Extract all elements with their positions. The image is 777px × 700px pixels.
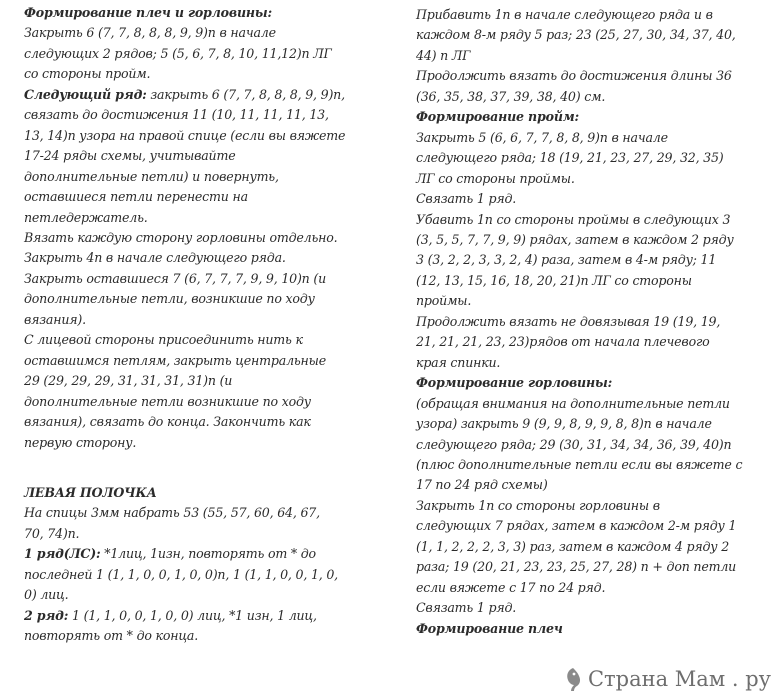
- row1-cont: последней 1 (1, 1, 0, 0, 1, 0, 0)п, 1 (1, 1, 0, 0, 1, 0,: [24, 566, 338, 582]
- row2-cont: повторять от * до конца.: [24, 628, 199, 644]
- heading-left-front: ЛЕВАЯ ПОЛОЧКА: [24, 484, 157, 500]
- paragraph-shoulders-1: Закрыть 6 (7, 7, 8, 8, 8, 9, 9)п в начале следующих 2 рядов; 5 (5, 6, 7, 8, 10, 11,12)п ЛГ со стороны пройм.: [24, 25, 332, 82]
- heading-shoulders-cut: Формирование плеч: [416, 620, 563, 636]
- watermark: [562, 666, 771, 692]
- stork-logo-icon: [562, 666, 584, 692]
- heading-shoulders-neck: Формирование плеч и горловины:: [24, 5, 272, 20]
- paragraph-cast-on: На спицы 3мм набрать 53 (55, 57, 60, 64, 67, 70, 74)п.: [24, 505, 320, 541]
- row1-label: 1 ряд(ЛС):: [24, 546, 101, 562]
- heading-armholes: Формирование пройм:: [416, 109, 579, 125]
- row2-line: 2 ряд: 1 (1, 1, 0, 0, 1, 0, 0) лиц, *1 изн, 1 лиц,: [24, 607, 317, 623]
- row1-cont: 0) лиц.: [24, 587, 69, 603]
- paragraph-shoulders-2: связать до достижения 11 (10, 11, 11, 11, 13, 13, 14)п узора на правой спице (если вы вяжете 17-24 ряды схемы, учитывайте дополнительные петли) и повернуть, оставшиеся петли перенести на петледержатель. Вязать каждую сторону горловины отдельно. Закрыть 4п в начале следующего ряда. Закрыть оставшиеся 7 (6, 7, 7, 7, 9, 9, 10)п (и дополнительные петли, возникшие по ходу вязания). С лицевой стороны присоединить нить к оставшимся петлям, закрыть центральные 29 (29, 29, 29, 31, 31, 31, 31)п (и дополнительные петли возникшие по ходу вязания), связать до конца. Закончить как первую сторону.: [24, 107, 346, 450]
- next-row-line: Следующий ряд: закрыть 6 (7, 7, 8, 8, 8, 9, 9)п,: [24, 86, 345, 102]
- row1-line: 1 ряд(ЛС): *1лиц, 1изн, повторять от * до: [24, 546, 316, 562]
- paragraph-armholes: Закрыть 5 (6, 6, 7, 7, 8, 8, 9)п в начале следующего ряда; 18 (19, 21, 23, 27, 29, 32, 35) ЛГ со стороны проймы. Связать 1 ряд. Убавить 1п со стороны проймы в следующих 3 (3, 5, 5, 7, 7, 9, 9) рядах, затем в каждом 2 ряду 3 (3, 2, 2, 3, 3, 2, 4) раза, затем в 4-м ряду; 11 (12, 13, 15, 16, 18, 20, 21)п ЛГ со стороны проймы. Продолжить вязать не довязывая 19 (19, 19, 21, 21, 21, 23, 23)рядов от начала плечевого края спинки.: [416, 129, 734, 370]
- row2-label: 2 ряд:: [24, 607, 69, 623]
- right-column: [416, 5, 776, 639]
- paragraph-increase: Прибавить 1п в начале следующего ряда и в каждом 8-м ряду 5 раз; 23 (25, 27, 30, 34, 37, 40, 44) п ЛГ Продолжить вязать до достижения длины 36 (36, 35, 38, 37, 39, 38, 40) см.: [416, 7, 736, 104]
- heading-neck: Формирование горловины:: [416, 375, 613, 391]
- spacer: [24, 453, 394, 483]
- paragraph-neck: (обращая внимания на дополнительные петли узора) закрыть 9 (9, 9, 8, 9, 9, 8, 8)п в начале следующего ряда; 29 (30, 31, 34, 34, 36, 39, 40)п (плюс дополнительные петли если вы вяжете с 17 по 24 ряд схемы) Закрыть 1п со стороны горловины в следующих 7 рядах, затем в каждом 2-м ряду 1 (1, 1, 2, 2, 2, 3, 3) раз, затем в каждом 4 ряду 2 раза; 19 (20, 21, 23, 23, 25, 27, 28) п + доп петли если вяжете с 17 по 24 ряд. Связать 1 ряд.: [416, 395, 743, 616]
- left-column: [24, 3, 394, 647]
- next-row-label: Следующий ряд:: [24, 86, 147, 102]
- watermark-text: Страна Мам . ру: [587, 667, 771, 691]
